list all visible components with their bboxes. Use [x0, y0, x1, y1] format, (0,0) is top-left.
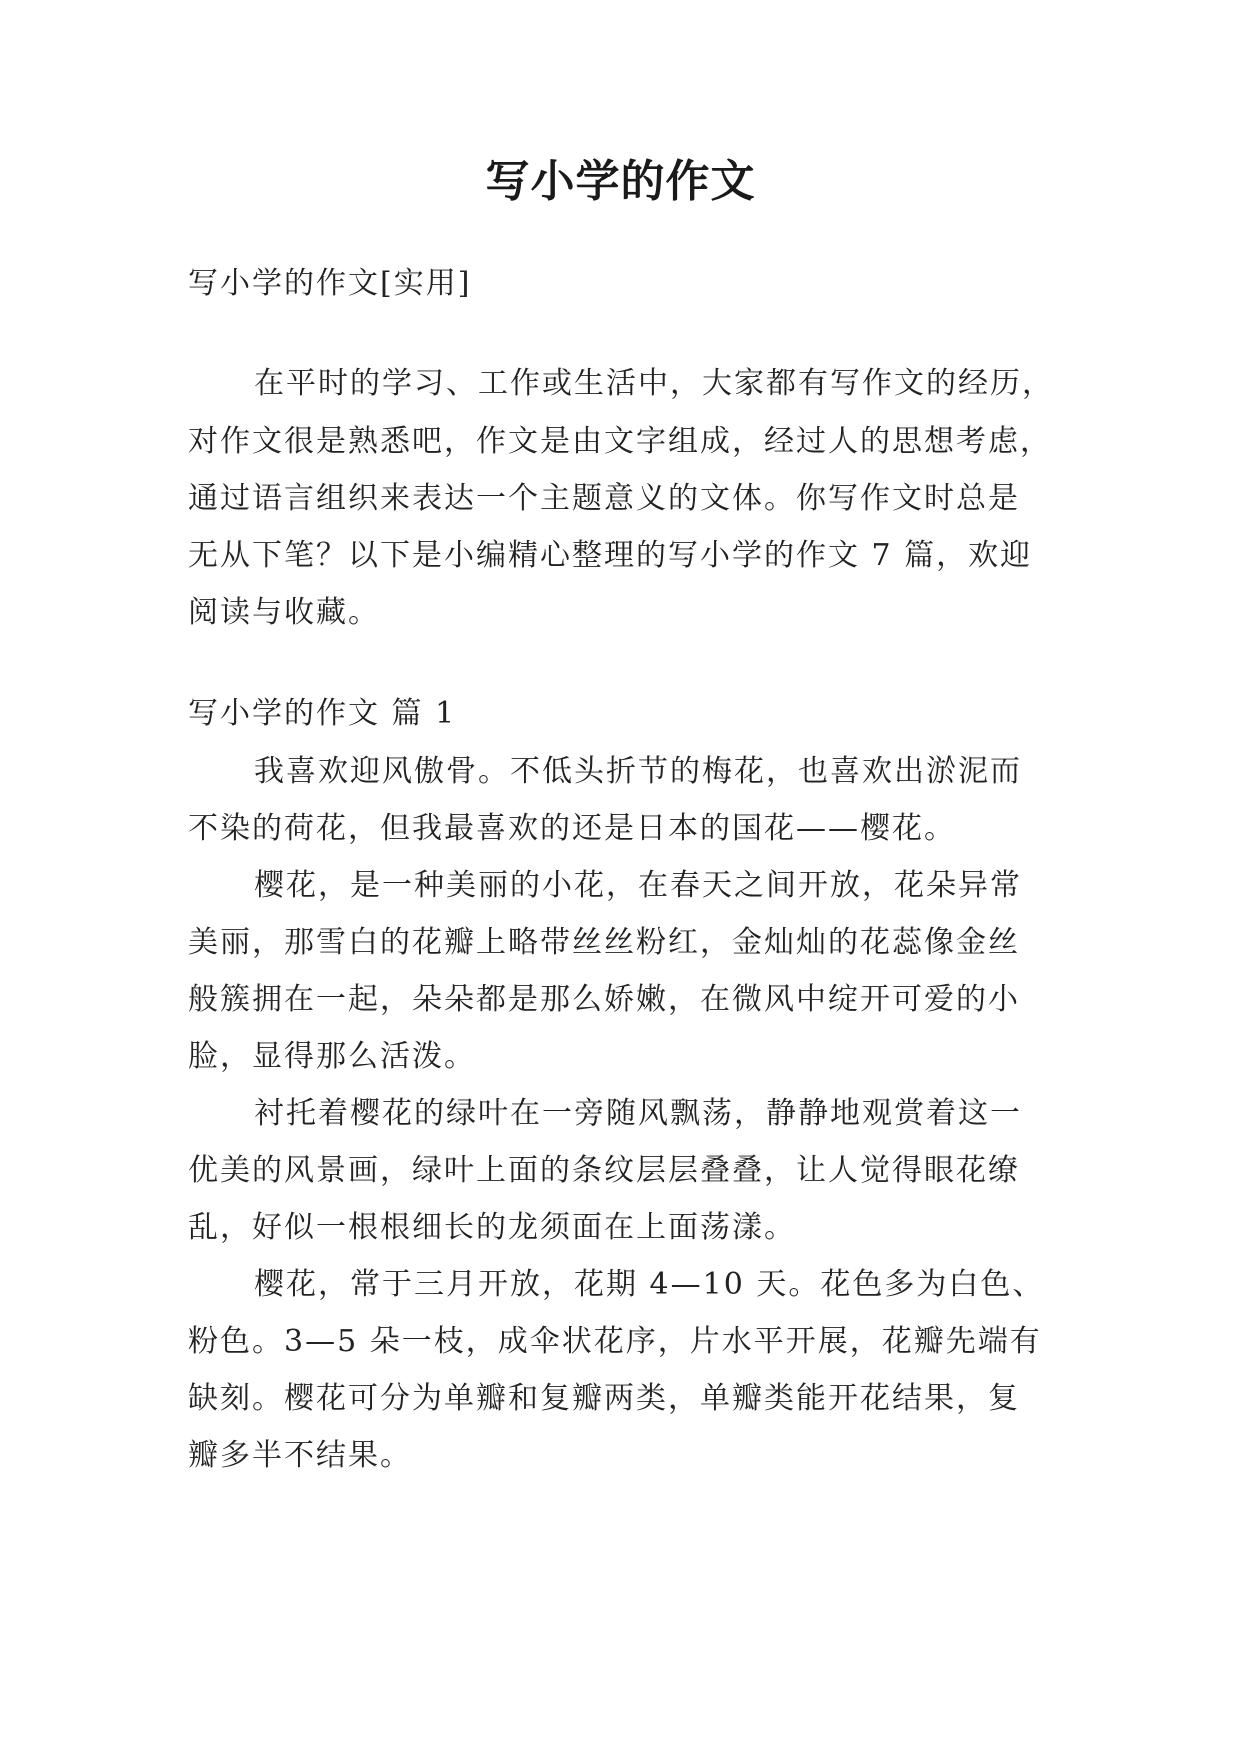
document-subtitle: 写小学的作文[实用] — [188, 266, 472, 301]
paragraph-line: 般簇拥在一起，朵朵都是那么娇嫩，在微风中绽开可爱的小 — [188, 982, 1020, 1017]
paragraph-line: 不染的荷花，但我最喜欢的还是日本的国花——樱花。 — [188, 811, 956, 846]
paragraph-line: 樱花，常于三月开放，花期 4—10 天。花色多为白色、 — [254, 1267, 1045, 1302]
paragraph-line: 瓣多半不结果。 — [188, 1438, 412, 1473]
paragraph-line: 衬托着樱花的绿叶在一旁随风飘荡，静静地观赏着这一 — [254, 1096, 1022, 1131]
paragraph-line: 我喜欢迎风傲骨。不低头折节的梅花，也喜欢出淤泥而 — [254, 754, 1022, 789]
paragraph-line: 通过语言组织来表达一个主题意义的文体。你写作文时总是 — [188, 481, 1020, 516]
section-heading: 写小学的作文 篇 1 — [188, 696, 457, 731]
paragraph-line: 在平时的学习、工作或生活中，大家都有写作文的经历， — [254, 366, 1054, 401]
paragraph-line: 粉色。3—5 朵一枝，成伞状花序，片水平开展，花瓣先端有 — [188, 1324, 1042, 1359]
paragraph-line: 缺刻。樱花可分为单瓣和复瓣两类，单瓣类能开花结果，复 — [188, 1381, 1020, 1416]
paragraph-line: 乱，好似一根根细长的龙须面在上面荡漾。 — [188, 1210, 796, 1245]
paragraph-line: 无从下笔？以下是小编精心整理的写小学的作文 7 篇，欢迎 — [188, 538, 1033, 573]
paragraph-line: 优美的风景画，绿叶上面的条纹层层叠叠，让人觉得眼花缭 — [188, 1153, 1020, 1188]
paragraph-line: 阅读与收藏。 — [188, 595, 380, 630]
paragraph-line: 樱花，是一种美丽的小花，在春天之间开放，花朵异常 — [254, 868, 1022, 903]
paragraph-line: 美丽，那雪白的花瓣上略带丝丝粉红，金灿灿的花蕊像金丝 — [188, 925, 1020, 960]
paragraph-line: 脸，显得那么活泼。 — [188, 1039, 476, 1074]
document-title: 写小学的作文 — [485, 156, 756, 207]
paragraph-line: 对作文很是熟悉吧，作文是由文字组成，经过人的思想考虑， — [188, 424, 1052, 459]
